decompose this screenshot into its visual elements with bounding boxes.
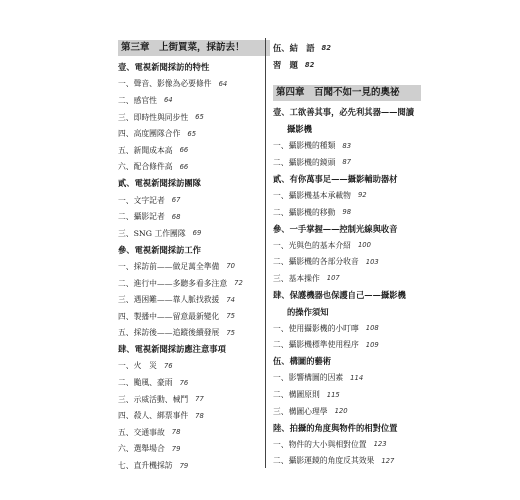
toc-entry (118, 457, 270, 474)
entry-title: 二、攝影記者 (118, 212, 165, 222)
entry-title: 二、攝影機的各部分收音 (273, 257, 359, 267)
entry-title: 貳、有你萬事足——攝影輔助器材 (273, 173, 398, 184)
page-number: 66 (179, 146, 189, 155)
toc-right-column (273, 40, 421, 469)
entry-title: 二、進行中——多聽多看多注意 (118, 278, 228, 288)
section-heading (273, 303, 421, 320)
entry-title: 習 題 (273, 59, 298, 70)
toc-entry (118, 308, 270, 325)
toc-entry (118, 407, 270, 424)
entry-title: 一、攝影機的種類 (273, 141, 336, 151)
entry-title: 一、攝影機基本承載物 (273, 190, 351, 200)
page-number: 87 (342, 158, 352, 167)
toc-entry (273, 154, 421, 171)
page-number: 83 (342, 141, 352, 150)
page-number: 109 (365, 340, 379, 349)
toc-entry (118, 291, 270, 308)
page-number: 75 (226, 312, 236, 321)
toc-entry (118, 275, 270, 292)
entry-title: 三、基本操作 (273, 273, 320, 283)
toc-entry (118, 92, 270, 109)
toc-left-column (118, 40, 270, 474)
entry-title: 三、示威活動、械鬥 (118, 394, 189, 404)
toc-entry (118, 109, 270, 126)
toc-entry (273, 254, 421, 271)
entry-title: 的操作須知 (287, 306, 329, 317)
section-heading (273, 419, 421, 436)
page-number: 77 (195, 395, 204, 404)
page-number: 64 (163, 96, 173, 105)
page-number: 78 (171, 428, 181, 437)
toc-entry (273, 270, 421, 287)
entry-title: 一、光與色的基本介紹 (273, 240, 351, 250)
toc-entry (118, 208, 270, 225)
entry-title: 三、遇困難——靠人脈找救援 (118, 295, 220, 305)
toc-entry (273, 204, 421, 221)
entry-title: 二、攝影機標準使用程序 (273, 340, 359, 350)
page-number: 127 (381, 456, 395, 465)
toc-entry (118, 374, 270, 391)
page-number: 65 (195, 113, 204, 122)
entry-title: 五、新聞成本高 (118, 145, 173, 155)
entry-title: 貳、電視新聞採訪團隊 (118, 178, 201, 189)
toc-entry (273, 386, 421, 403)
page-number: 74 (226, 295, 236, 304)
page-number: 120 (334, 407, 348, 416)
entry-title: 一、使用攝影機的小叮嚀 (273, 323, 359, 333)
chapter-heading: 第三章 上街買菜，採訪去！ (118, 40, 270, 56)
entry-title: 五、交通事故 (118, 427, 165, 437)
entry-title: 一、火 災 (118, 361, 157, 371)
page-number: 72 (234, 279, 243, 288)
entry-title: 二、感官性 (118, 95, 157, 105)
entry-title: 二、攝影機的鏡頭 (273, 157, 336, 167)
entry-title: 三、SNG 工作團隊 (118, 228, 186, 238)
entry-title: 四、製播中——留意最新變化 (118, 311, 220, 321)
page-number: 78 (195, 411, 204, 420)
page-number: 108 (365, 324, 379, 333)
section-heading (118, 242, 270, 259)
page-number: 79 (179, 461, 189, 470)
entry-title: 五、採訪後——追蹤後續發展 (118, 328, 220, 338)
page-number: 100 (357, 241, 371, 250)
page-number: 76 (163, 361, 173, 370)
page-number: 92 (357, 191, 367, 200)
entry-title: 壹、工欲善其事，必先利其器——閱讀 (273, 107, 415, 118)
section-heading (118, 59, 270, 76)
entry-title: 一、採訪前——做足萬全準備 (118, 261, 220, 271)
toc-entry (118, 225, 270, 242)
entry-title: 三、構圖心理學 (273, 406, 328, 416)
chapter-heading: 第四章 百聞不如一見的奧祕 (273, 85, 421, 101)
section-heading (273, 220, 421, 237)
entry-title: 二、攝影機的移動 (273, 207, 336, 217)
entry-title: 三、即時性與同步性 (118, 112, 189, 122)
page-number: 114 (350, 373, 364, 382)
entry-title: 肆、保護機器也保護自己——攝影機 (273, 290, 406, 301)
toc-entry (273, 370, 421, 387)
entry-title: 一、影響構圖的因素 (273, 373, 344, 383)
page-number: 66 (179, 162, 189, 171)
page-number: 64 (218, 79, 228, 88)
toc-entry (118, 159, 270, 176)
column-divider (265, 38, 266, 468)
page-number: 65 (187, 129, 197, 138)
entry-title: 七、直升機採訪 (118, 461, 173, 471)
page-number: 103 (365, 257, 379, 266)
entry-title: 六、配合條件高 (118, 162, 173, 172)
toc-entry (273, 320, 421, 337)
page-number: 75 (226, 328, 236, 337)
entry-title: 伍、結 語 (273, 43, 315, 54)
section-heading (273, 171, 421, 188)
entry-title: 伍、構圖的藝術 (273, 356, 332, 367)
toc-entry (118, 258, 270, 275)
section-heading (273, 104, 421, 121)
page-number: 79 (171, 444, 181, 453)
page-number: 82 (321, 44, 331, 53)
section-heading (118, 341, 270, 358)
entry-title: 二、颱風、豪雨 (118, 378, 173, 388)
toc-entry (273, 137, 421, 154)
page-number: 67 (171, 196, 181, 205)
entry-title: 肆、電視新聞採訪應注意事項 (118, 344, 226, 355)
page-number: 68 (171, 212, 181, 221)
spacer (273, 73, 421, 85)
toc-entry (118, 424, 270, 441)
section-heading (273, 287, 421, 304)
page-number: 70 (226, 262, 236, 271)
entry-title: 壹、電視新聞採訪的特性 (118, 62, 210, 73)
entry-title: 四、高度團隊合作 (118, 129, 181, 139)
entry-title: 參、電視新聞採訪工作 (118, 244, 201, 255)
toc-entry (118, 125, 270, 142)
entry-title: 二、構圖原則 (273, 390, 320, 400)
entry-title: 陸、拍攝的角度與物件的相對位置 (273, 422, 398, 433)
toc-entry (273, 453, 421, 470)
section-heading (273, 121, 421, 138)
toc-entry (118, 142, 270, 159)
page-number: 69 (192, 229, 202, 238)
page-number: 107 (326, 274, 340, 283)
page-number: 115 (326, 390, 340, 399)
section-heading (118, 175, 270, 192)
toc-entry (118, 192, 270, 209)
toc-entry (273, 337, 421, 354)
toc-entry (273, 436, 421, 453)
page-number: 82 (304, 60, 315, 69)
entry-title: 一、文字記者 (118, 195, 165, 205)
toc-entry (118, 358, 270, 375)
toc-entry (118, 76, 270, 93)
entry-title: 四、殺人、綁票事件 (118, 411, 189, 421)
section-heading (273, 57, 421, 74)
entry-title: 攝影機 (287, 124, 312, 135)
entry-title: 二、攝影運鏡的角度反其效果 (273, 456, 375, 466)
section-heading (273, 353, 421, 370)
page-number: 76 (179, 378, 189, 387)
toc-entry (118, 325, 270, 342)
toc-entry (273, 403, 421, 420)
page-number: 123 (373, 440, 387, 449)
toc-entry (118, 391, 270, 408)
page-number: 98 (342, 208, 352, 217)
toc-entry (118, 441, 270, 458)
entry-title: 一、聲音、影像為必要條件 (118, 79, 212, 89)
entry-title: 一、物件的大小與相對位置 (273, 439, 367, 449)
entry-title: 參、一手掌握——控制光線與收音 (273, 223, 398, 234)
section-heading (273, 40, 421, 57)
toc-entry (273, 237, 421, 254)
toc-entry (273, 187, 421, 204)
entry-title: 六、選舉場合 (118, 444, 165, 454)
